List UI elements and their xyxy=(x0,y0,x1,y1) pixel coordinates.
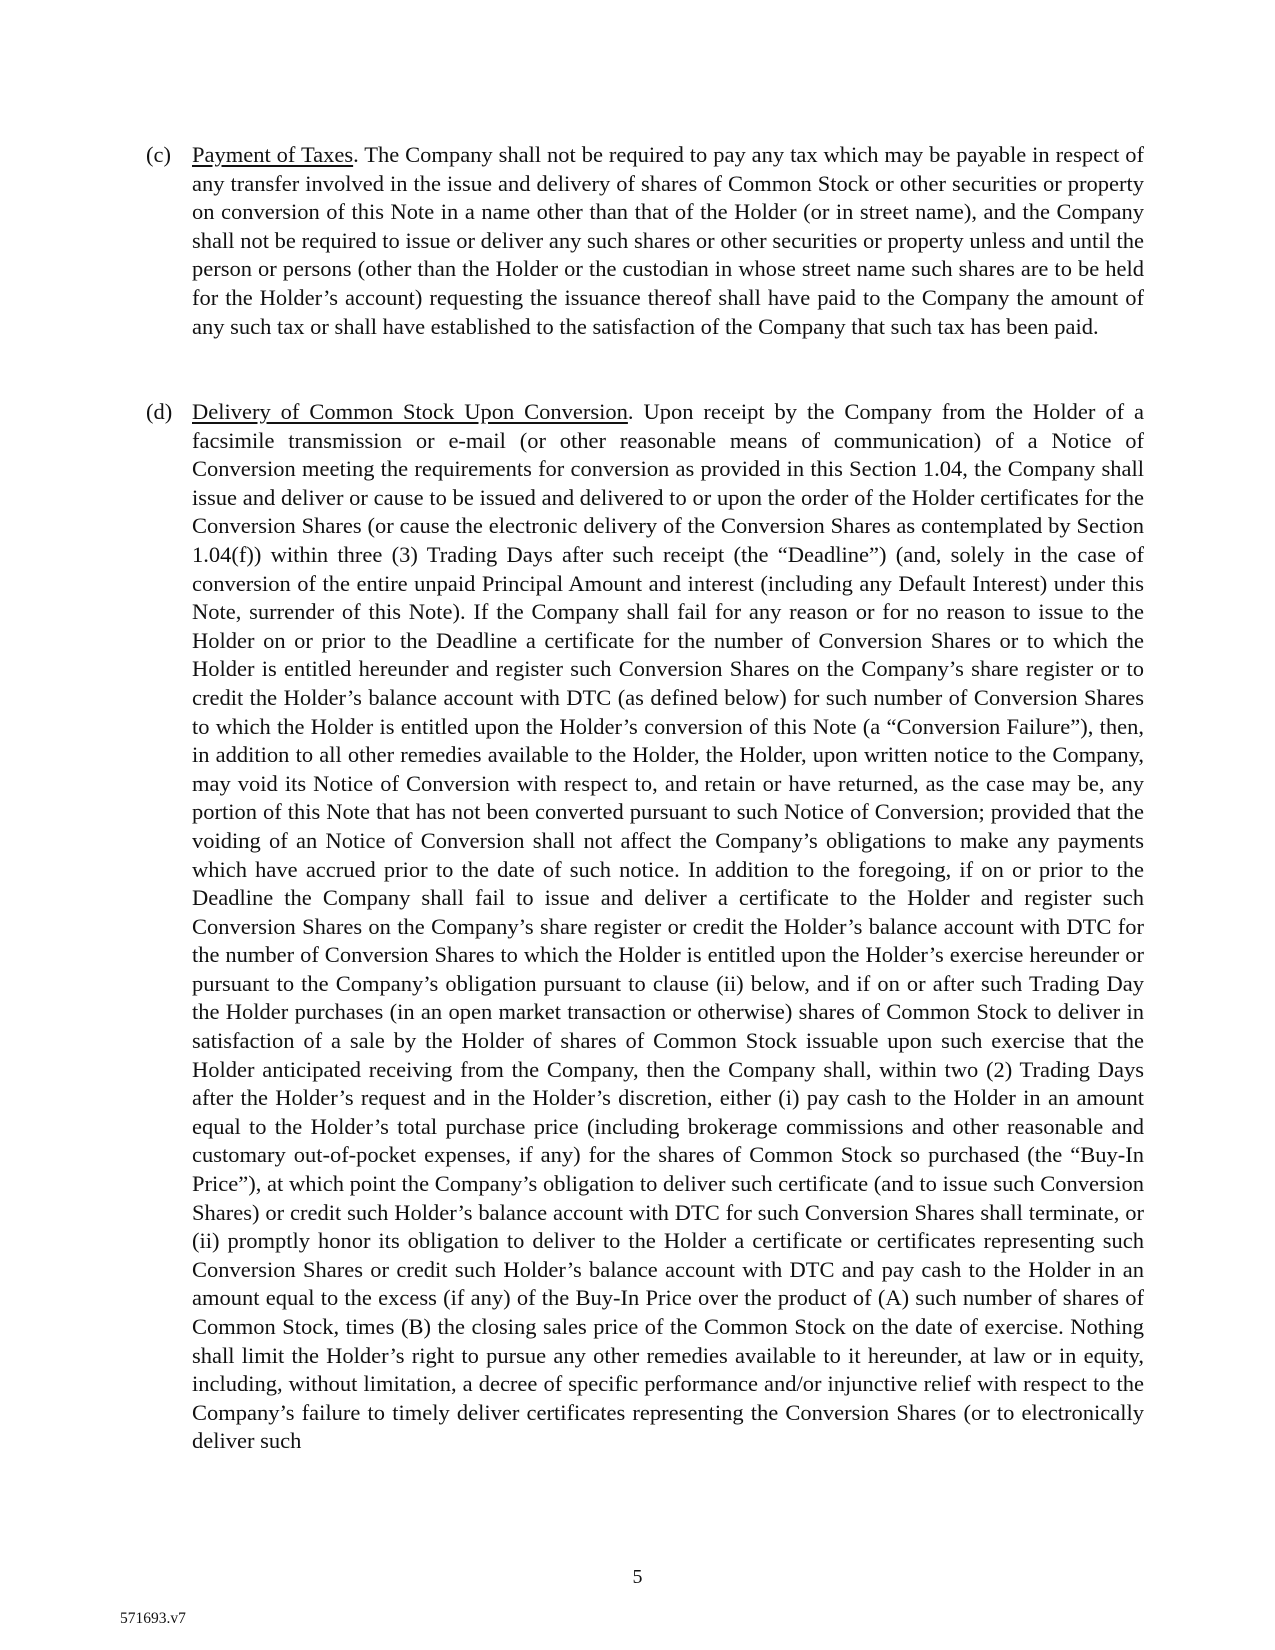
section-body xyxy=(192,398,1144,1456)
section-body xyxy=(192,141,1144,341)
section-delivery-of-common-stock xyxy=(146,398,1144,1456)
section-marker: (c) xyxy=(146,142,171,167)
document-id: 571693.v7 xyxy=(120,1610,186,1627)
section-heading: Payment of Taxes xyxy=(192,142,354,167)
section-text: . Upon receipt by the Company from the Holder of a facsimile transmission or e-mail (or other reasonable means of communication) of a Notice of Conversion meeting the requirements for conversion as provided in this Section 1.04, the Company shall issue and deliver or cause to be issued and delivered to or upon the order of the Holder certificates for the Conversion Shares (or cause the electronic delivery of the Conversion Shares as contemplated by Section 1.04(f)) within three (3) Trading Days after such receipt (the “Deadline”) (and, solely in the case of conversion of the entire unpaid Principal Amount and interest (including any Default Interest) under this Note, surrender of this Note). If the Company shall fail for any reason or for no reason to issue to the Holder on or prior to the Deadline a certificate for the number of Conversion Shares or to which the Holder is entitled hereunder and register such Conversion Shares on the Company’s share register or to credit the Holder’s balance account with DTC (as defined below) for such number of Conversion Shares to which the Holder is entitled upon the Holder’s conversion of this Note (a “Conversion Failure”), then, in addition to all other remedies available to the Holder, the Holder, upon written notice to the Company, may void its Notice of Conversion with respect to, and retain or have returned, as the case may be, any portion of this Note that has not been converted pursuant to such Notice of Conversion; provided that the voiding of an Notice of Conversion shall not affect the Company’s obligations to make any payments which have accrued prior to the date of such notice. In addition to the foregoing, if on or prior to the Deadline the Company shall fail to issue and deliver a certificate to the Holder and register such Conversion Shares on the Company’s share register or credit the Holder’s balance account with DTC for the number of Conversion Shares to which the Holder is entitled upon the Holder’s exercise hereunder or pursuant to the Company’s obligation pursuant to clause (ii) below, and if on or after such Trading Day the Holder purchases (in an open market transaction or otherwise) shares of Common Stock to deliver in satisfaction of a sale by the Holder of shares of Common Stock issuable upon such exercise that the Holder anticipated receiving from the Company, then the Company shall, within two (2) Trading Days after the Holder’s request and in the Holder’s discretion, either (i) pay cash to the Holder in an amount equal to the Holder’s total purchase price (including brokerage commissions and other reasonable and customary out-of-pocket expenses, if any) for the shares of Common Stock so purchased (the “Buy-In Price”), at which point the Company’s obligation to deliver such certificate (and to issue such Conversion Shares) or credit such Holder’s balance account with DTC for such Conversion Shares shall terminate, or (ii) promptly honor its obligation to deliver to the Holder a certificate or certificates representing such Conversion Shares or credit such Holder’s balance account with DTC and pay cash to the Holder in an amount equal to the excess (if any) of the Buy-In Price over the product of (A) such number of shares of Common Stock, times (B) the closing sales price of the Common Stock on the date of exercise. Nothing shall limit the Holder’s right to pursue any other remedies available to it hereunder, at law or in equity, including, without limitation, a decree of specific performance and/or injunctive relief with respect to the Company’s failure to timely deliver certificates representing the Conversion Shares (or to electronically deliver such xyxy=(192,399,1144,1454)
section-marker: (d) xyxy=(146,399,173,424)
section-payment-of-taxes xyxy=(146,141,1144,341)
page-number: 5 xyxy=(632,1566,643,1588)
section-heading: Delivery of Common Stock Upon Conversion xyxy=(192,399,628,424)
section-text: . The Company shall not be required to pay any tax which may be payable in respect of any transfer involved in the issue and delivery of shares of Common Stock or other securities or property on conversion of this Note in a name other than that of the Holder (or in street name), and the Company shall not be required to issue or deliver any such shares or other securities or property unless and until the person or persons (other than the Holder or the custodian in whose street name such shares are to be held for the Holder’s account) requesting the issuance thereof shall have paid to the Company the amount of any such tax or shall have established to the satisfaction of the Company that such tax has been paid. xyxy=(192,142,1144,339)
